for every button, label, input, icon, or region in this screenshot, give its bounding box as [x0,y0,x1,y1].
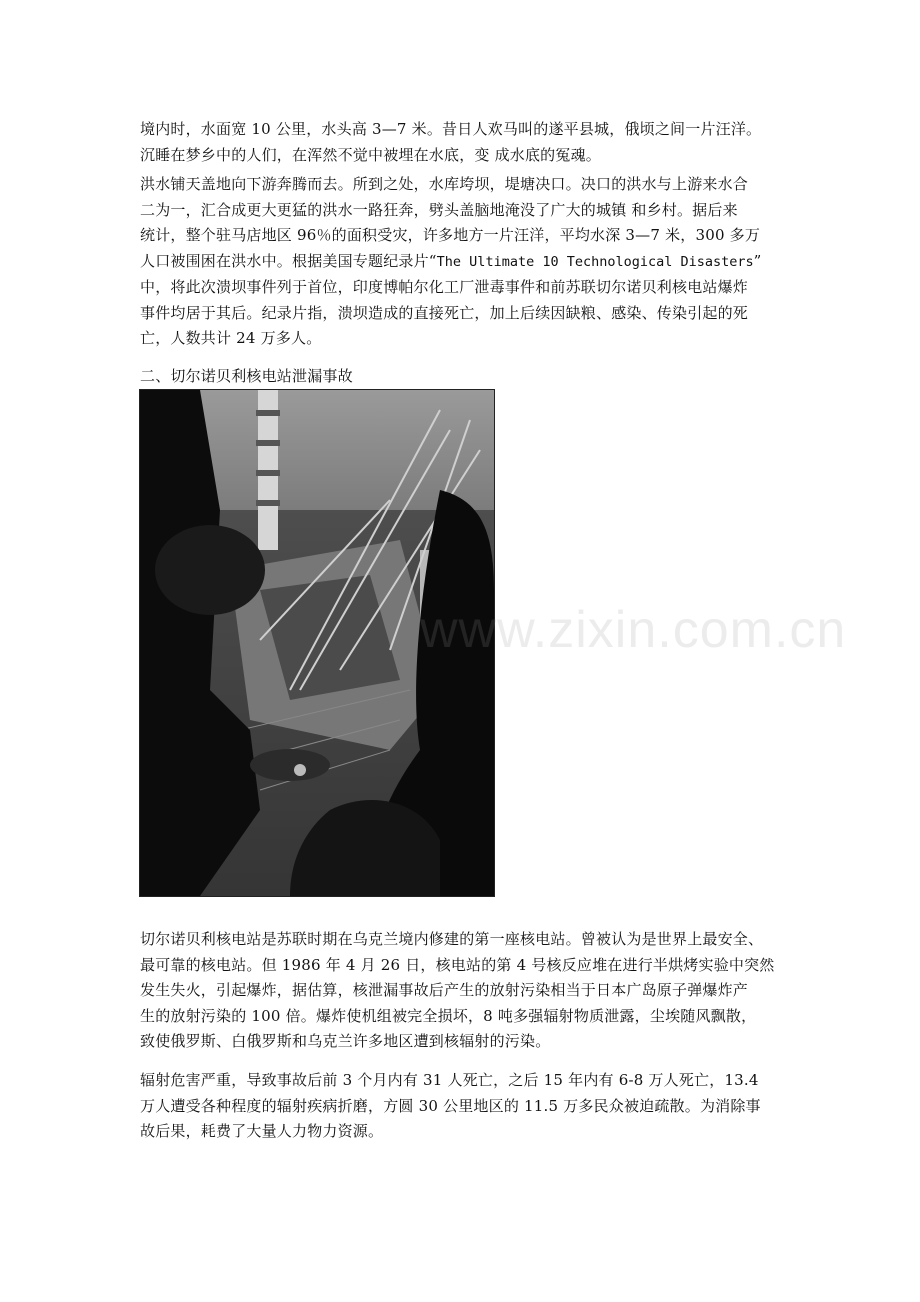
text-line: 沉睡在梦乡中的人们，在浑然不觉中被埋在水底，变 成水底的冤魂。 [140,145,601,164]
paragraph-flood-a [140,117,800,168]
text-line: 洪水铺天盖地向下游奔腾而去。所到之处，水库垮坝，堤塘决口。决口的洪水与上游来水合 [140,175,749,193]
text-line: 发生失火，引起爆炸，据估算，核泄漏事故后产生的放射污染相当于日本广岛原子弹爆炸产 [140,981,749,999]
text-fragment: 人口被围困在洪水中。根据美国专题纪录片“ [140,251,437,270]
text-line: 故后果，耗费了大量人力物力资源。 [140,1122,384,1140]
paragraph-chernobyl-b [140,1068,800,1145]
text-line: 生的放射污染的 100 倍。爆炸使机组被完全损坏，8 吨多强辐射物质泄露，尘埃随风飘散， [140,1006,757,1025]
text-line: 二为一，汇合成更大更猛的洪水一路狂奔，劈头盖脑地淹没了广大的城镇 和乡村。据后来 [140,200,738,219]
heading-text: 二、切尔诺贝利核电站泄漏事故 [140,367,353,385]
paragraph-chernobyl-a [140,927,800,1055]
text-line: 最可靠的核电站。但 1986 年 4 月 26 日，核电站的第 4 号核反应堆在进行半烘烤实验中突然 [140,955,775,974]
text-line: 事件均居于其后。纪录片指，溃坝造成的直接死亡，加上后续因缺粮、感染、传染引起的死 [140,303,749,322]
text-line: 辐射危害严重，导致事故后前 3 个月内有 31 人死亡，之后 15 年内有 6-8 万人死亡，13.4 [140,1071,759,1089]
text-line: 境内时，水面宽 10 公里，水头高 3—7 米。昔日人欢马叫的遂平县城，俄顷之间一片汪洋。 [140,120,762,138]
text-line: 亡，人数共计 24 万多人。 [140,329,322,347]
text-line: 切尔诺贝利核电站是苏联时期在乌克兰境内修建的第一座核电站。曾被认为是世界上最安全、 [140,930,764,948]
paragraph-flood-b [140,172,800,352]
text-fragment: ” [753,251,762,270]
text-line: 万人遭受各种程度的辐射疾病折磨，方圆 30 公里地区的 11.5 万多民众被迫疏散。为消除事 [140,1096,761,1115]
text-line: 致使俄罗斯、白俄罗斯和乌克兰许多地区遭到核辐射的污染。 [140,1032,551,1050]
text-line: 统计，整个驻马店地区 96％的面积受灾，许多地方一片汪洋，平均水深 3—7 米，300 多万 [140,226,761,244]
documentary-title: The Ultimate 10 Technological Disasters [436,253,754,270]
text-line [140,249,800,276]
watermark: www.zixin.com.cn [420,601,847,659]
section-heading [140,364,800,390]
text-line: 中，将此次溃坝事件列于首位，印度博帕尔化工厂泄毒事件和前苏联切尔诺贝利核电站爆炸 [140,278,749,296]
